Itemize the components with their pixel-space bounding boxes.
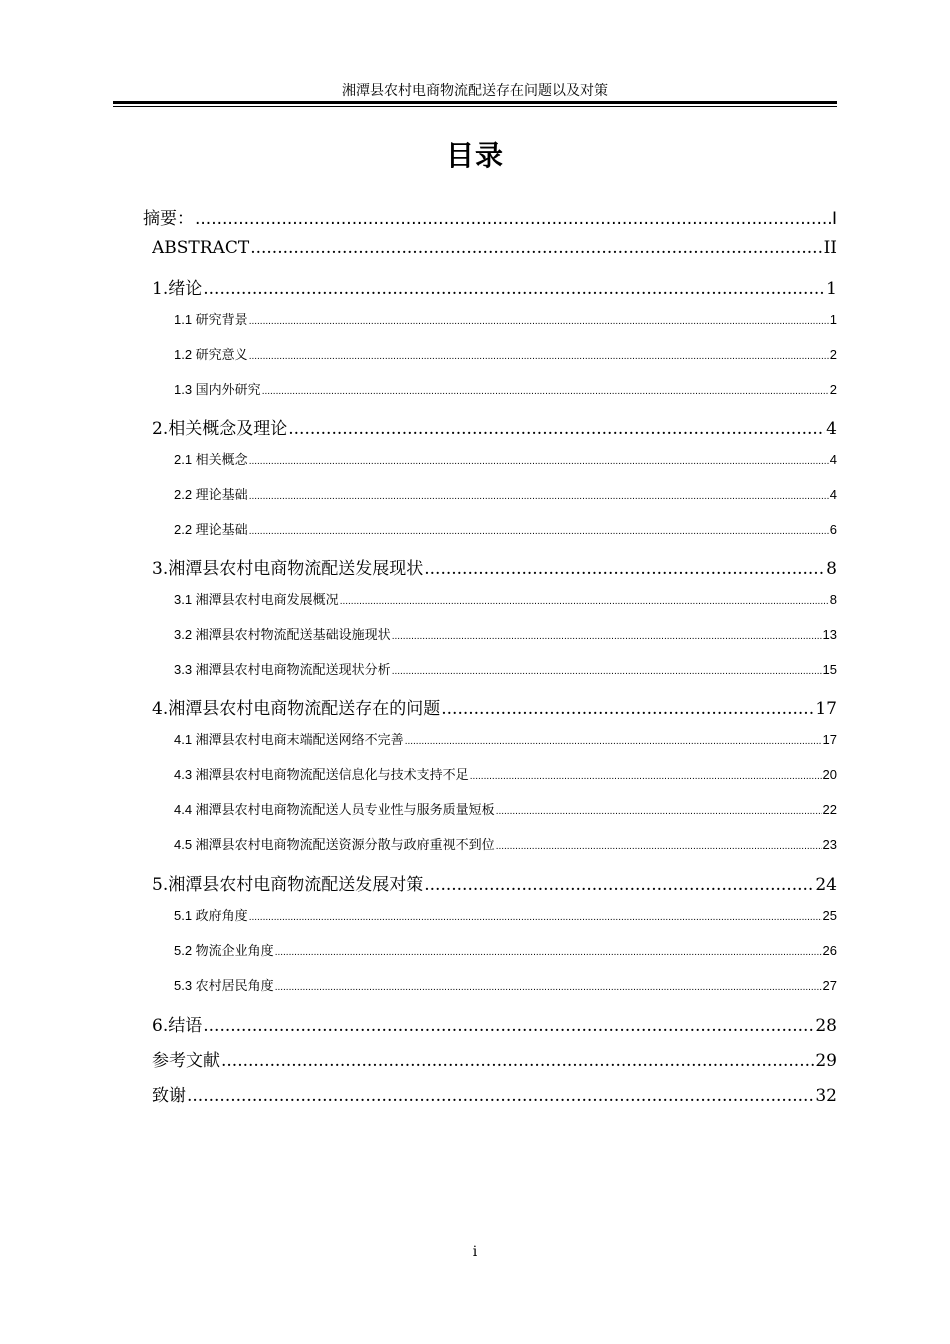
toc-entry-label: 4.4 湘潭县农村电商物流配送人员专业性与服务质量短板 xyxy=(174,802,495,817)
toc-entry[interactable] xyxy=(174,729,837,748)
toc-entry-label: 3.1 湘潭县农村电商发展概况 xyxy=(174,592,339,607)
toc-leader-dots xyxy=(275,947,822,958)
toc-entry[interactable] xyxy=(152,274,837,299)
toc-leader-dots xyxy=(470,771,822,782)
toc-entry-label: 摘要： xyxy=(143,209,194,229)
toc-leader-dots xyxy=(424,559,825,579)
toc-entry-page: 13 xyxy=(822,627,837,642)
toc-leader-dots xyxy=(424,875,814,895)
toc-entry-page: 8 xyxy=(829,592,837,607)
toc-entry-label: 4.3 湘潭县农村电商物流配送信息化与技术支持不足 xyxy=(174,767,469,782)
toc-entry-label: 5.3 农村居民角度 xyxy=(174,978,274,993)
toc-leader-dots xyxy=(496,806,822,817)
toc-entry-label: 3.湘潭县农村电商物流配送发展现状 xyxy=(152,559,424,579)
toc-entry-page: II xyxy=(823,238,837,258)
toc-leader-dots xyxy=(288,419,825,439)
toc-entry[interactable] xyxy=(152,694,837,719)
toc-entry[interactable] xyxy=(174,449,837,468)
toc-entry-page: 4 xyxy=(826,419,837,439)
toc-entry-label: 致谢 xyxy=(152,1086,186,1106)
toc-entry-label: 2.2 理论基础 xyxy=(174,522,248,537)
toc-entry-page: 32 xyxy=(815,1086,837,1106)
toc-entry-page: 1 xyxy=(829,312,837,327)
toc-entry-page: 17 xyxy=(815,699,837,719)
toc-leader-dots xyxy=(203,279,825,299)
toc-entry[interactable] xyxy=(152,1081,837,1106)
toc-leader-dots xyxy=(249,351,829,362)
toc-leader-dots xyxy=(221,1051,814,1071)
toc-entry[interactable] xyxy=(152,238,837,258)
toc-entry-label: 1.绪论 xyxy=(152,279,203,299)
toc-entry-page: 4 xyxy=(829,452,837,467)
toc-entry-label: ABSTRACT xyxy=(152,238,250,258)
toc-leader-dots xyxy=(405,736,822,747)
toc-entry[interactable] xyxy=(174,344,837,363)
toc-entry-page: 6 xyxy=(829,522,837,537)
toc-entry-page: 8 xyxy=(826,559,837,579)
toc-entry[interactable] xyxy=(174,484,837,503)
toc-entry-page: 25 xyxy=(822,908,837,923)
running-header: 湘潭县农村电商物流配送存在问题以及对策 xyxy=(342,83,608,99)
toc-entry-label: 2.1 相关概念 xyxy=(174,452,248,467)
toc-entry[interactable] xyxy=(174,659,837,678)
toc-entry-page: 15 xyxy=(822,662,837,677)
toc-entry[interactable] xyxy=(152,1046,837,1071)
toc-entry-label: 6.结语 xyxy=(152,1016,203,1036)
toc-entry[interactable] xyxy=(152,414,837,439)
toc-leader-dots xyxy=(203,1016,814,1036)
toc-entry-page: 4 xyxy=(829,487,837,502)
toc-leader-dots xyxy=(249,526,829,537)
toc-leader-dots xyxy=(496,841,822,852)
toc-entry[interactable] xyxy=(143,204,837,229)
toc-entry[interactable] xyxy=(174,309,837,328)
toc-leader-dots xyxy=(249,456,829,467)
toc-entry-label: 3.2 湘潭县农村物流配送基础设施现状 xyxy=(174,627,391,642)
toc-entry-label: 3.3 湘潭县农村电商物流配送现状分析 xyxy=(174,662,391,677)
toc-entry-page: 26 xyxy=(822,943,837,958)
toc-leader-dots xyxy=(249,316,829,327)
toc-entry-label: 1.1 研究背景 xyxy=(174,312,248,327)
toc-entry-page: 17 xyxy=(822,732,837,747)
toc-leader-dots xyxy=(249,912,822,923)
toc-leader-dots xyxy=(195,209,831,229)
toc-entry[interactable] xyxy=(152,554,837,579)
toc-entry-page: 23 xyxy=(822,837,837,852)
toc-leader-dots xyxy=(275,982,822,993)
toc-leader-dots xyxy=(249,491,829,502)
toc-leader-dots xyxy=(250,238,822,258)
toc-entry-label: 5.湘潭县农村电商物流配送发展对策 xyxy=(152,875,424,895)
toc-entry[interactable] xyxy=(174,940,837,959)
toc-entry-label: 2.相关概念及理论 xyxy=(152,419,288,439)
toc-entry-label: 2.2 理论基础 xyxy=(174,487,248,502)
toc-entry-page: 1 xyxy=(826,279,837,299)
page-title: 目录 xyxy=(445,139,504,172)
toc-entry[interactable] xyxy=(174,379,837,398)
toc-entry-page: 2 xyxy=(829,347,837,362)
toc-entry-page: 2 xyxy=(829,382,837,397)
toc-entry[interactable] xyxy=(174,589,837,608)
toc-entry[interactable] xyxy=(152,870,837,895)
toc-entry[interactable] xyxy=(174,834,837,853)
toc-leader-dots xyxy=(392,631,822,642)
header-rule-thick xyxy=(113,101,837,104)
toc-leader-dots xyxy=(340,596,829,607)
toc-entry-page: 27 xyxy=(822,978,837,993)
toc-entry-page: 24 xyxy=(815,875,837,895)
toc-leader-dots xyxy=(262,386,829,397)
toc-entry-page: 29 xyxy=(815,1051,837,1071)
toc-entry[interactable] xyxy=(174,764,837,783)
toc-entry-label: 5.1 政府角度 xyxy=(174,908,248,923)
toc-entry[interactable] xyxy=(174,519,837,538)
toc-entry-label: 4.5 湘潭县农村电商物流配送资源分散与政府重视不到位 xyxy=(174,837,495,852)
toc-entry[interactable] xyxy=(174,799,837,818)
toc-entry-label: 4.湘潭县农村电商物流配送存在的问题 xyxy=(152,699,441,719)
header-rule-thin xyxy=(113,106,837,107)
toc-entry-label: 5.2 物流企业角度 xyxy=(174,943,274,958)
toc-entry[interactable] xyxy=(174,624,837,643)
toc-entry-page: I xyxy=(831,209,837,229)
toc-leader-dots xyxy=(441,699,814,719)
toc-entry[interactable] xyxy=(152,1011,837,1036)
toc-entry[interactable] xyxy=(174,905,837,924)
toc-leader-dots xyxy=(187,1086,814,1106)
toc-entry-label: 1.3 国内外研究 xyxy=(174,382,261,397)
toc-entry-page: 20 xyxy=(822,767,837,782)
toc-entry[interactable] xyxy=(174,975,837,994)
toc-entry-label: 4.1 湘潭县农村电商末端配送网络不完善 xyxy=(174,732,404,747)
toc-entry-label: 参考文献 xyxy=(152,1051,220,1071)
page-number: i xyxy=(472,1244,478,1260)
toc-leader-dots xyxy=(392,666,822,677)
toc-entry-page: 22 xyxy=(822,802,837,817)
toc-entry-label: 1.2 研究意义 xyxy=(174,347,248,362)
toc-entry-page: 28 xyxy=(815,1016,837,1036)
